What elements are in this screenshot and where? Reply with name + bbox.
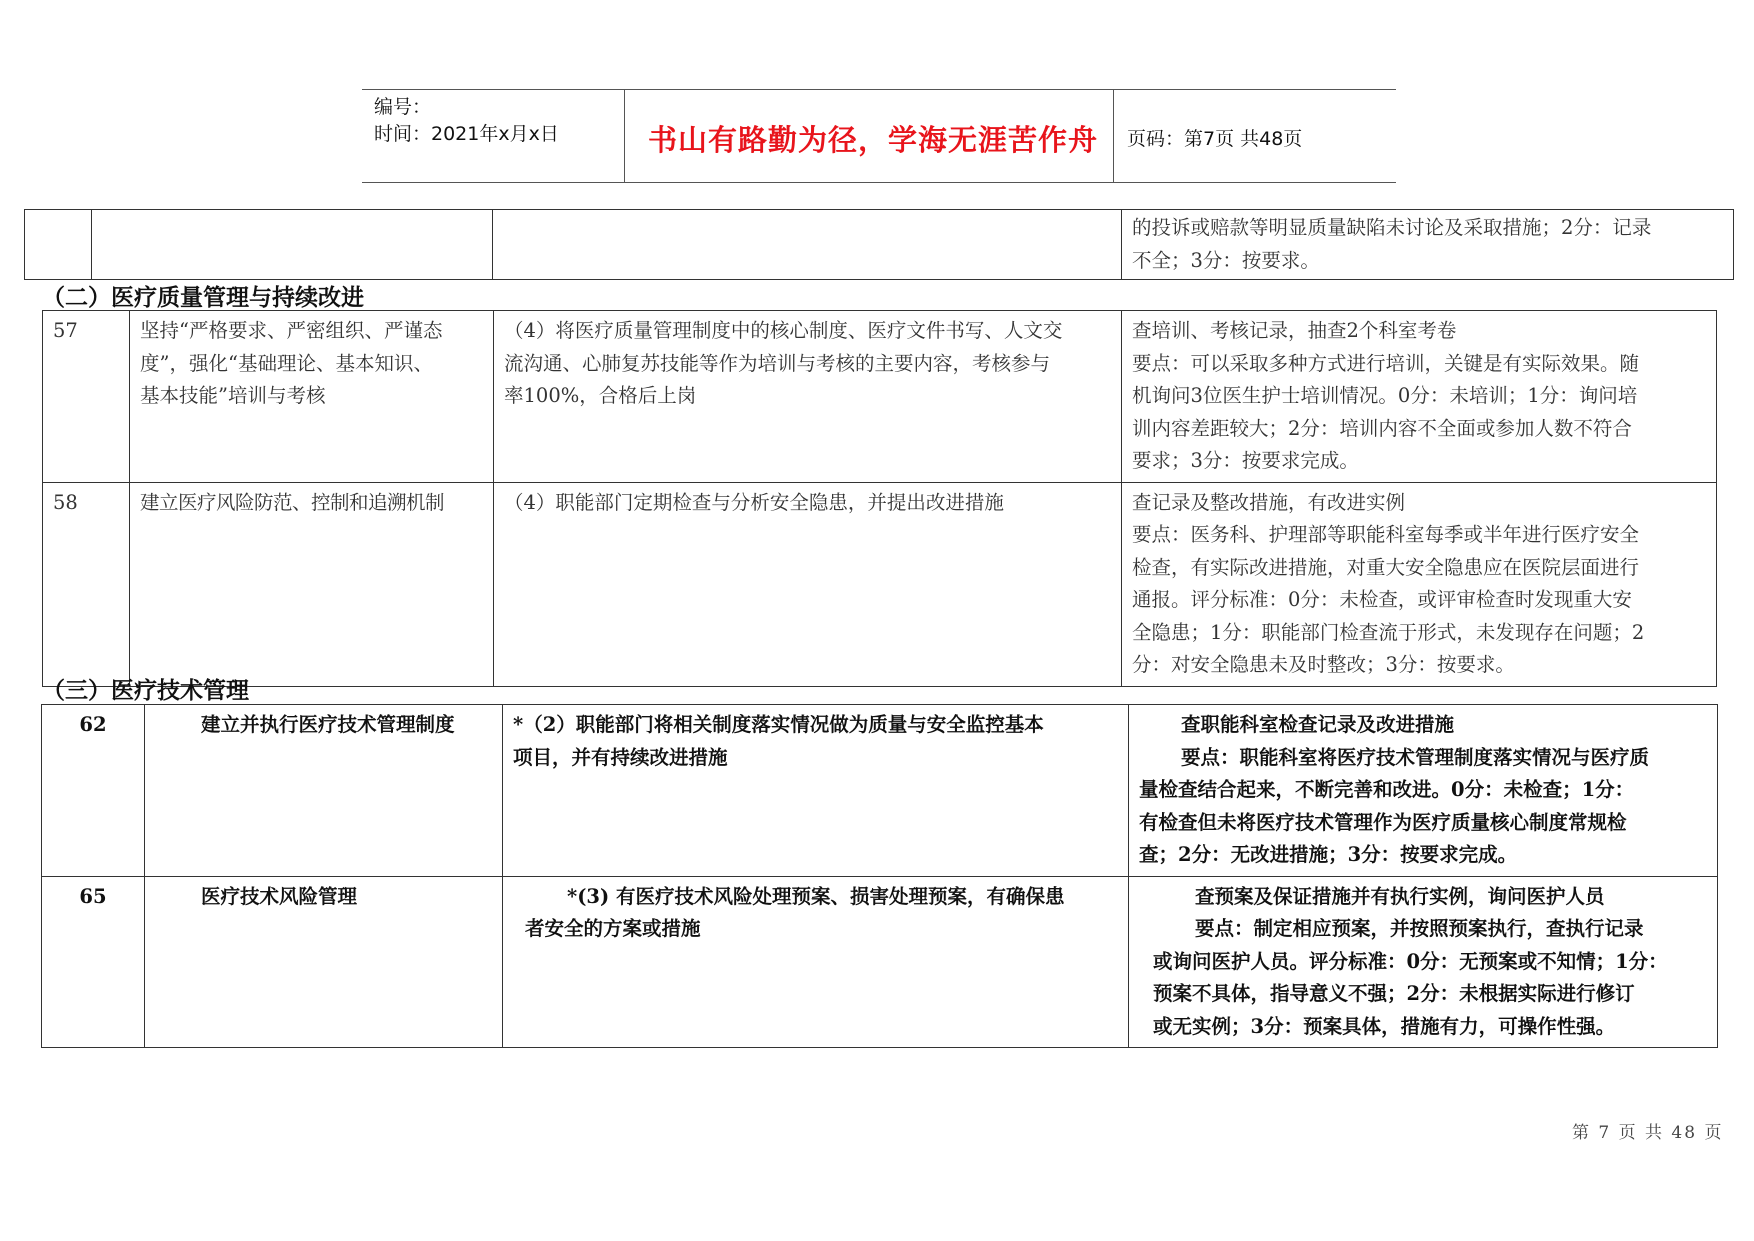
cell-item [130,482,494,686]
method-line: 全隐患；1分：职能部门检查流于形式，未发现存在问题；2 [1132,620,1645,644]
quality-table [42,310,1717,687]
method-line: 的投诉或赔款等明显质量缺陷未讨论及采取措施；2分：记录 [1132,216,1652,239]
method-line: 要点：医务科、护理部等职能科室每季或半年进行医疗安全 [1132,523,1640,546]
cell-standard [493,210,1122,280]
header-divider-1 [624,89,625,182]
method-line: 不全；3分：按要求。 [1132,248,1320,272]
cell-num: 57 [43,311,130,483]
standard-line: 率100%，合格后上岗 [504,384,697,407]
standard-line: *（2）职能部门将相关制度落实情况做为质量与安全监控基本 [513,713,1044,736]
header-top-rule [362,89,1396,90]
cell-num: 62 [42,705,145,877]
section-heading-quality: （二）医疗质量管理与持续改进 [42,284,364,311]
cell-method [1122,482,1717,686]
header-bottom-rule [362,182,1396,183]
standard-line: 者安全的方案或措施 [525,917,701,940]
page-footer: 第 7 页 共 48 页 [1572,1123,1724,1143]
standard-line: （4）将医疗质量管理制度中的核心制度、医疗文件书写、人文交 [504,319,1063,342]
item-line: 度”，强化“基础理论、基本知识、 [140,351,433,375]
method-line: 要点：制定相应预案，并按照预案执行，查执行记录 [1195,917,1644,940]
method-line: 分：对安全隐患未及时整改；3分：按要求。 [1132,653,1515,676]
method-line: 训内容差距较大；2分：培训内容不全面或参加人数不符合 [1132,416,1632,440]
serial-label: 编号： [374,96,432,118]
cell-method [1122,210,1734,280]
table-row [43,311,1717,483]
table-row [42,876,1718,1048]
cell-method [1122,311,1717,483]
method-line: 机询问3位医生护士培训情况。0分：未培训；1分：询问培 [1132,384,1638,407]
method-line: 要点：可以采取多种方式进行培训，关键是有实际效果。随 [1132,351,1640,375]
standard-line: 项目，并有持续改进措施 [513,745,728,769]
cell-num [25,210,92,280]
standard-line: 流沟通、心肺复苏技能等作为培训与考核的主要内容，考核参与 [504,351,1051,375]
method-line: 或询问医护人员。评分标准：0分：无预案或不知情；1分： [1153,949,1668,973]
method-line: 查职能科室检查记录及改进措施 [1181,713,1455,736]
method-line: 查预案及保证措施并有执行实例，询问医护人员 [1195,884,1605,908]
header-motto: 书山有路勤为径，学海无涯苦作舟 [648,123,1099,157]
standard-line: （4）职能部门定期检查与分析安全隐患，并提出改进措施 [504,490,1004,514]
cell-num: 58 [43,482,130,686]
cell-method [1129,705,1718,877]
method-line: 要点：职能科室将医疗技术管理制度落实情况与医疗质 [1181,745,1650,769]
cell-item [92,210,493,280]
item-line: 医疗技术风险管理 [201,884,358,908]
table-row [25,210,1734,280]
cell-method [1129,876,1718,1048]
method-line: 通报。评分标准：0分：未检查，或评审检查时发现重大安 [1132,588,1632,611]
method-line: 查；2分：无改进措施；3分：按要求完成。 [1139,843,1518,866]
cell-item [145,705,503,877]
method-line: 检查，有实际改进措施，对重大安全隐患应在医院层面进行 [1132,555,1640,579]
standard-line: *(3) 有医疗技术风险处理预案、损害处理预案，有确保患 [567,884,1065,908]
table-row [43,482,1717,686]
method-line: 或无实例；3分：预案具体，措施有力，可操作性强。 [1153,1014,1616,1038]
cell-item [145,876,503,1048]
header-divider-2 [1113,89,1114,182]
cell-item [130,311,494,483]
cell-num: 65 [42,876,145,1048]
item-line: 坚持“严格要求、严密组织、严谨态 [140,319,443,342]
method-line: 量检查结合起来，不断完善和改进。0分：未检查；1分： [1139,778,1635,801]
item-line: 建立并执行医疗技术管理制度 [201,713,455,736]
continuation-table [24,209,1734,280]
cell-standard [494,311,1122,483]
date-label: 时间：2021年x月x日 [374,123,559,145]
method-line: 要求；3分：按要求完成。 [1132,449,1359,472]
page-label: 页码：第7页 共48页 [1127,128,1303,150]
technology-table [41,704,1718,1048]
method-line: 有检查但未将医疗技术管理作为医疗质量核心制度常规检 [1139,810,1627,834]
cell-standard [503,876,1129,1048]
section-heading-technology: （三）医疗技术管理 [42,677,249,704]
table-row [42,705,1718,877]
method-line: 预案不具体，指导意义不强；2分：未根据实际进行修订 [1153,982,1635,1005]
method-line: 查记录及整改措施，有改进实例 [1132,490,1406,514]
item-line: 建立医疗风险防范、控制和追溯机制 [140,490,445,514]
method-line: 查培训、考核记录，抽查2个科室考卷 [1132,319,1457,342]
cell-standard [494,482,1122,686]
item-line: 基本技能”培训与考核 [140,384,326,407]
cell-standard [503,705,1129,877]
